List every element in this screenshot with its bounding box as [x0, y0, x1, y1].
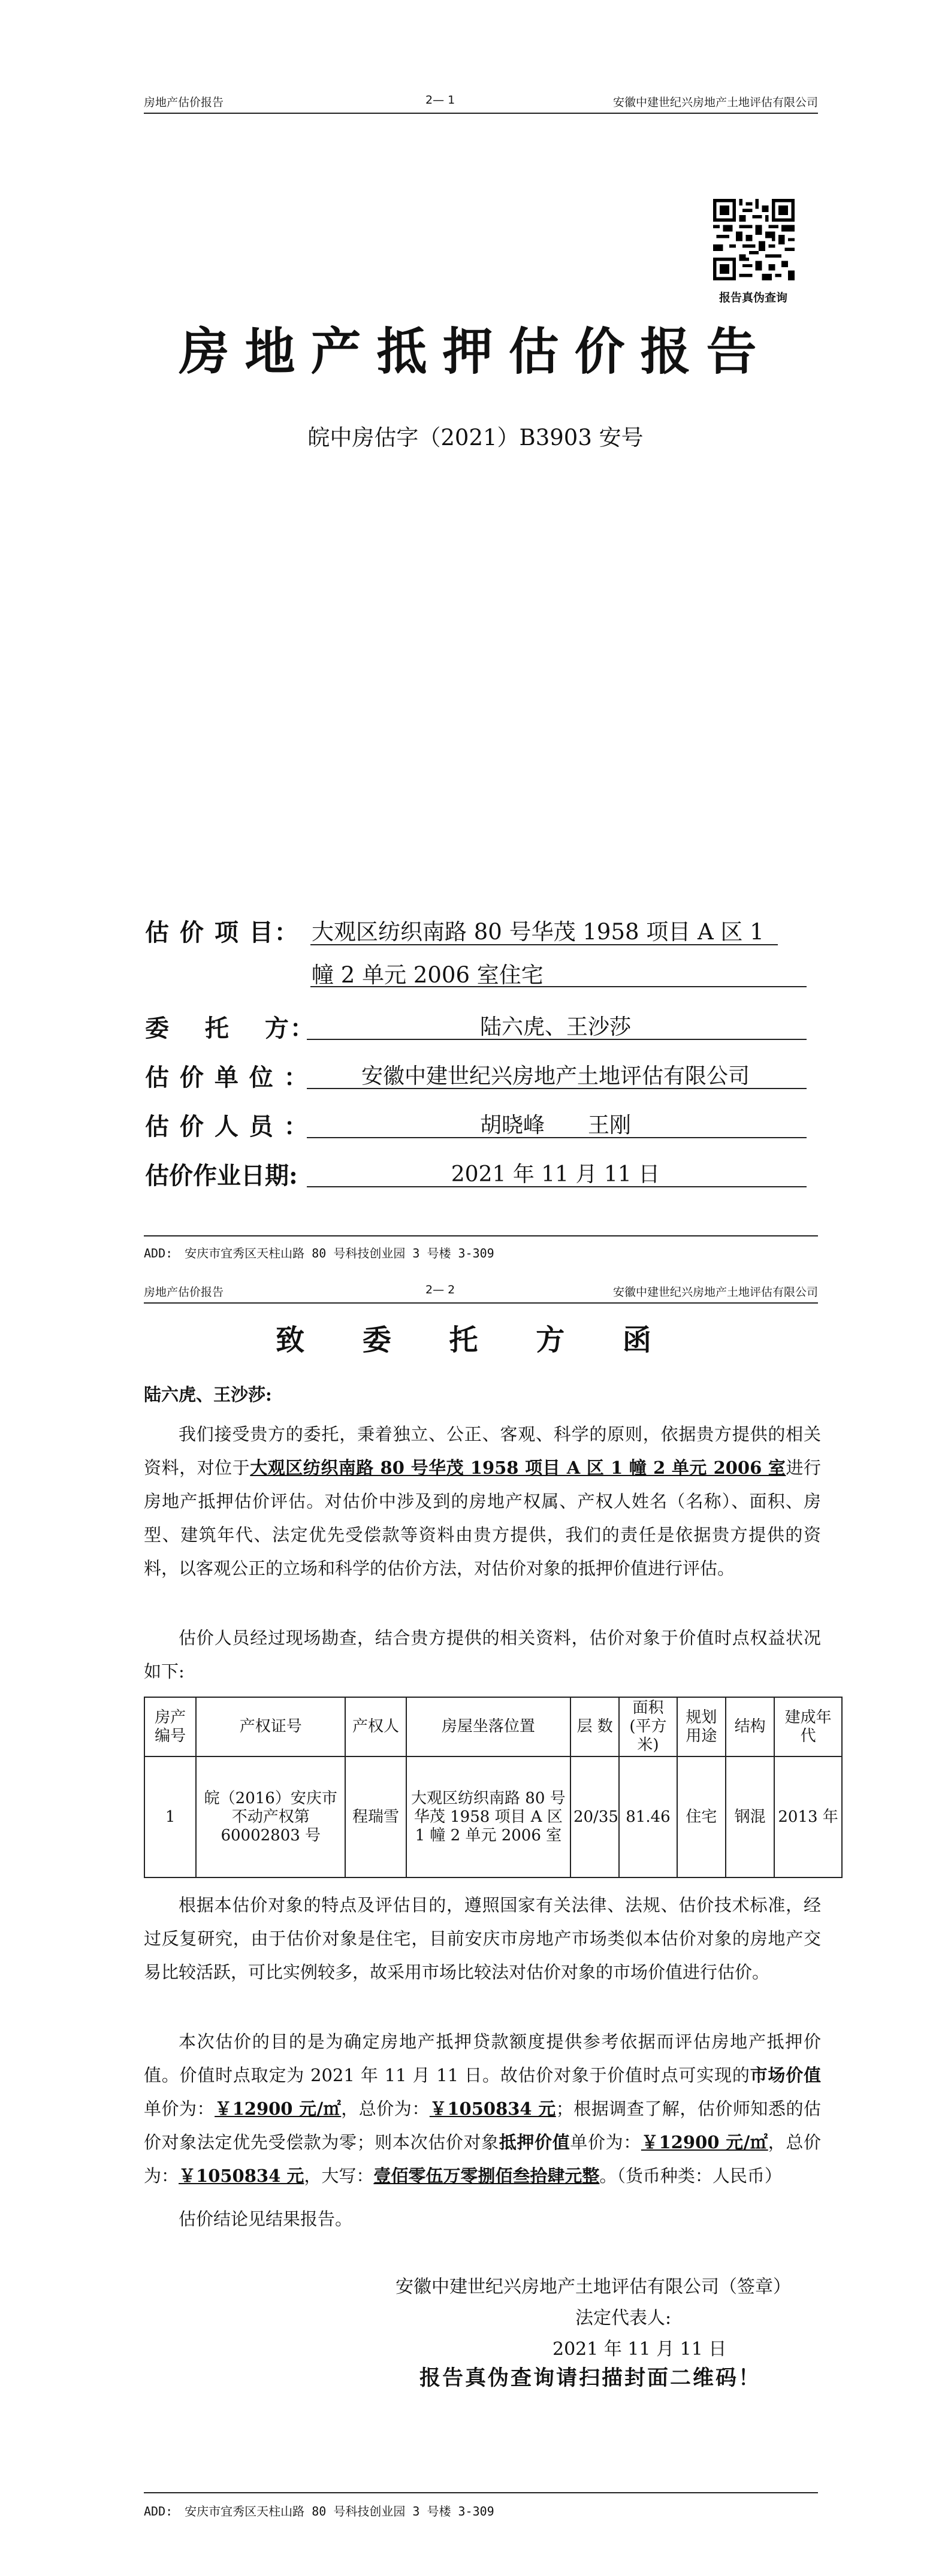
- header-left: 房地产估价报告: [144, 96, 224, 109]
- table-row: [144, 1756, 842, 1877]
- appraisers-label: 估 价 人 员 ：: [145, 1112, 309, 1141]
- cover-page: [0, 0, 951, 1277]
- property-address: 大观区纺织南路 80 号华茂 1958 项目 A 区 1 幢 2 单元 2006 室: [250, 1458, 786, 1478]
- paragraph-1: 我们接受贵方的委托，秉着独立、公正、客观、科学的原则，依据贵方提供的相关资料，对位于大观区纺织南路 80 号华茂 1958 项目 A 区 1 幢 2 单元 2006 室进行房地产抵押估价评估。对估价中涉及到的房地产权属、产权人姓名（名称）、面积、房型、建筑年代、法定优先受偿款等资料由贵方提供，我们的责任是依据贵方提供的资料，以客观公正的立场和科学的估价方法，对估价对象的抵押价值进行评估。: [144, 1424, 821, 1579]
- header-page-number: 2— 1: [425, 93, 455, 107]
- qr-caption: 报告真伪查询: [718, 291, 787, 304]
- unit-value: 安徽中建世纪兴房地产土地评估有限公司: [361, 1064, 750, 1089]
- underline: [307, 1088, 807, 1089]
- table-header: 产权证号: [196, 1697, 345, 1756]
- project-value-line1: 大观区纺织南路 80 号华茂 1958 项目 A 区 1: [312, 919, 764, 945]
- underline: [307, 1137, 807, 1138]
- footer-rule: [144, 1235, 818, 1236]
- table-header: 层 数: [570, 1697, 619, 1756]
- table-cell: 81.46: [619, 1756, 677, 1877]
- table-header: 产权人: [345, 1697, 406, 1756]
- signature-legal-rep: 法定代表人:: [575, 2308, 672, 2329]
- qr-code-icon[interactable]: [713, 199, 795, 280]
- page-header: [144, 1278, 818, 1304]
- signature-company: 安徽中建世纪兴房地产土地评估有限公司（签章）: [396, 2276, 791, 2297]
- footer-address: ADD: 安庆市宜秀区天柱山路 80 号科技创业园 3 号楼 3-309: [144, 2504, 494, 2518]
- market-total-price: ￥1050834 元: [429, 2099, 556, 2119]
- table-cell: 住宅: [677, 1756, 726, 1877]
- underline: [310, 986, 807, 987]
- footer-address: ADD: 安庆市宜秀区天柱山路 80 号科技创业园 3 号楼 3-309: [144, 1246, 494, 1260]
- project-label: 估 价 项 目：: [145, 918, 300, 947]
- paragraph-3: 根据本估价对象的特点及评估目的，遵照国家有关法律、法规、估价技术标准，经过反复研究，由于估价对象是住宅，目前安庆市房地产市场类似本估价对象的房地产交易比较活跃，可比实例较多，故采用市场比较法对估价对象的市场价值进行估价。: [144, 1895, 821, 1982]
- unit-label: 估 价 单 位 ：: [145, 1063, 309, 1092]
- table-header: 面积(平方米): [619, 1697, 677, 1756]
- authenticity-notice: 报告真伪查询请扫描封面二维码！: [419, 2366, 762, 2390]
- property-table: [144, 1697, 843, 1878]
- date-label: 估价作业日期:: [145, 1162, 298, 1190]
- underline: [307, 1039, 807, 1040]
- project-value-line2: 幢 2 单元 2006 室住宅: [312, 962, 544, 988]
- table-header: 房屋坐落位置: [406, 1697, 570, 1756]
- underline: [310, 944, 778, 945]
- paragraph-2: 估价人员经过现场勘查，结合贵方提供的相关资料，估价对象于价值时点权益状况如下:: [144, 1628, 821, 1682]
- header-right: 安徽中建世纪兴房地产土地评估有限公司: [612, 96, 818, 109]
- client-value: 陆六虎、王沙莎: [479, 1015, 631, 1039]
- salutation: 陆六虎、王沙莎:: [144, 1384, 272, 1405]
- document-number: 皖中房估字（2021）B3903 安号: [307, 425, 644, 451]
- total-in-words: 壹佰零伍万零捌佰叁拾肆元整: [373, 2166, 600, 2186]
- table-cell: 大观区纺织南路 80 号华茂 1958 项目 A 区 1 幢 2 单元 2006 室: [406, 1756, 570, 1877]
- table-header: 规划用途: [677, 1697, 726, 1756]
- mortgage-unit-price: ￥12900 元/㎡: [641, 2132, 768, 2152]
- underline: [307, 1186, 807, 1187]
- table-cell: 程瑞雪: [345, 1756, 406, 1877]
- header-left: 房地产估价报告: [144, 1286, 224, 1299]
- table-cell: 皖（2016）安庆市不动产权第 60002803 号: [196, 1756, 345, 1877]
- header-right: 安徽中建世纪兴房地产土地评估有限公司: [612, 1286, 818, 1299]
- table-header: 建成年代: [774, 1697, 842, 1756]
- table-header: 房产编号: [144, 1697, 196, 1756]
- table-cell: 20/35: [570, 1756, 619, 1877]
- table-cell: 钢混: [726, 1756, 774, 1877]
- page-header: [144, 89, 818, 114]
- mortgage-total-price: ￥1050834 元: [179, 2166, 304, 2186]
- header-page-number: 2— 2: [425, 1283, 455, 1296]
- market-unit-price: ￥12900 元/㎡: [215, 2099, 342, 2119]
- table-header: 结构: [726, 1697, 774, 1756]
- signature-date: 2021 年 11 月 11 日: [553, 2339, 727, 2360]
- report-title: 房地产抵押估价报告: [179, 322, 772, 381]
- letter-title: 致 委 托 方 函: [276, 1323, 675, 1357]
- table-header-row: [144, 1697, 842, 1756]
- date-value: 2021 年 11 月 11 日: [451, 1162, 660, 1187]
- appraisers-value: 胡晓峰 王刚: [479, 1113, 631, 1138]
- table-cell: 1: [144, 1756, 196, 1877]
- paragraph-4: 本次估价的目的是为确定房地产抵押贷款额度提供参考依据而评估房地产抵押价值。价值时点取定为 2021 年 11 月 11 日。故估价对象于价值时点可实现的市场价值单价为：￥12900 元/㎡，总价为：￥1050834 元；根据调查了解，估价师知悉的估价对象法定优先受偿款为零；则本次估价对象抵押价值单价为：￥12900 元/㎡，总价为：￥1050834 元，大写：壹佰零伍万零捌佰叁拾肆元整。（货币种类：人民币）: [144, 2031, 821, 2186]
- paragraph-5: 估价结论见结果报告。: [179, 2209, 353, 2229]
- client-label: 委 托 方：: [145, 1014, 315, 1042]
- footer-rule: [144, 2492, 818, 2493]
- table-cell: 2013 年: [774, 1756, 842, 1877]
